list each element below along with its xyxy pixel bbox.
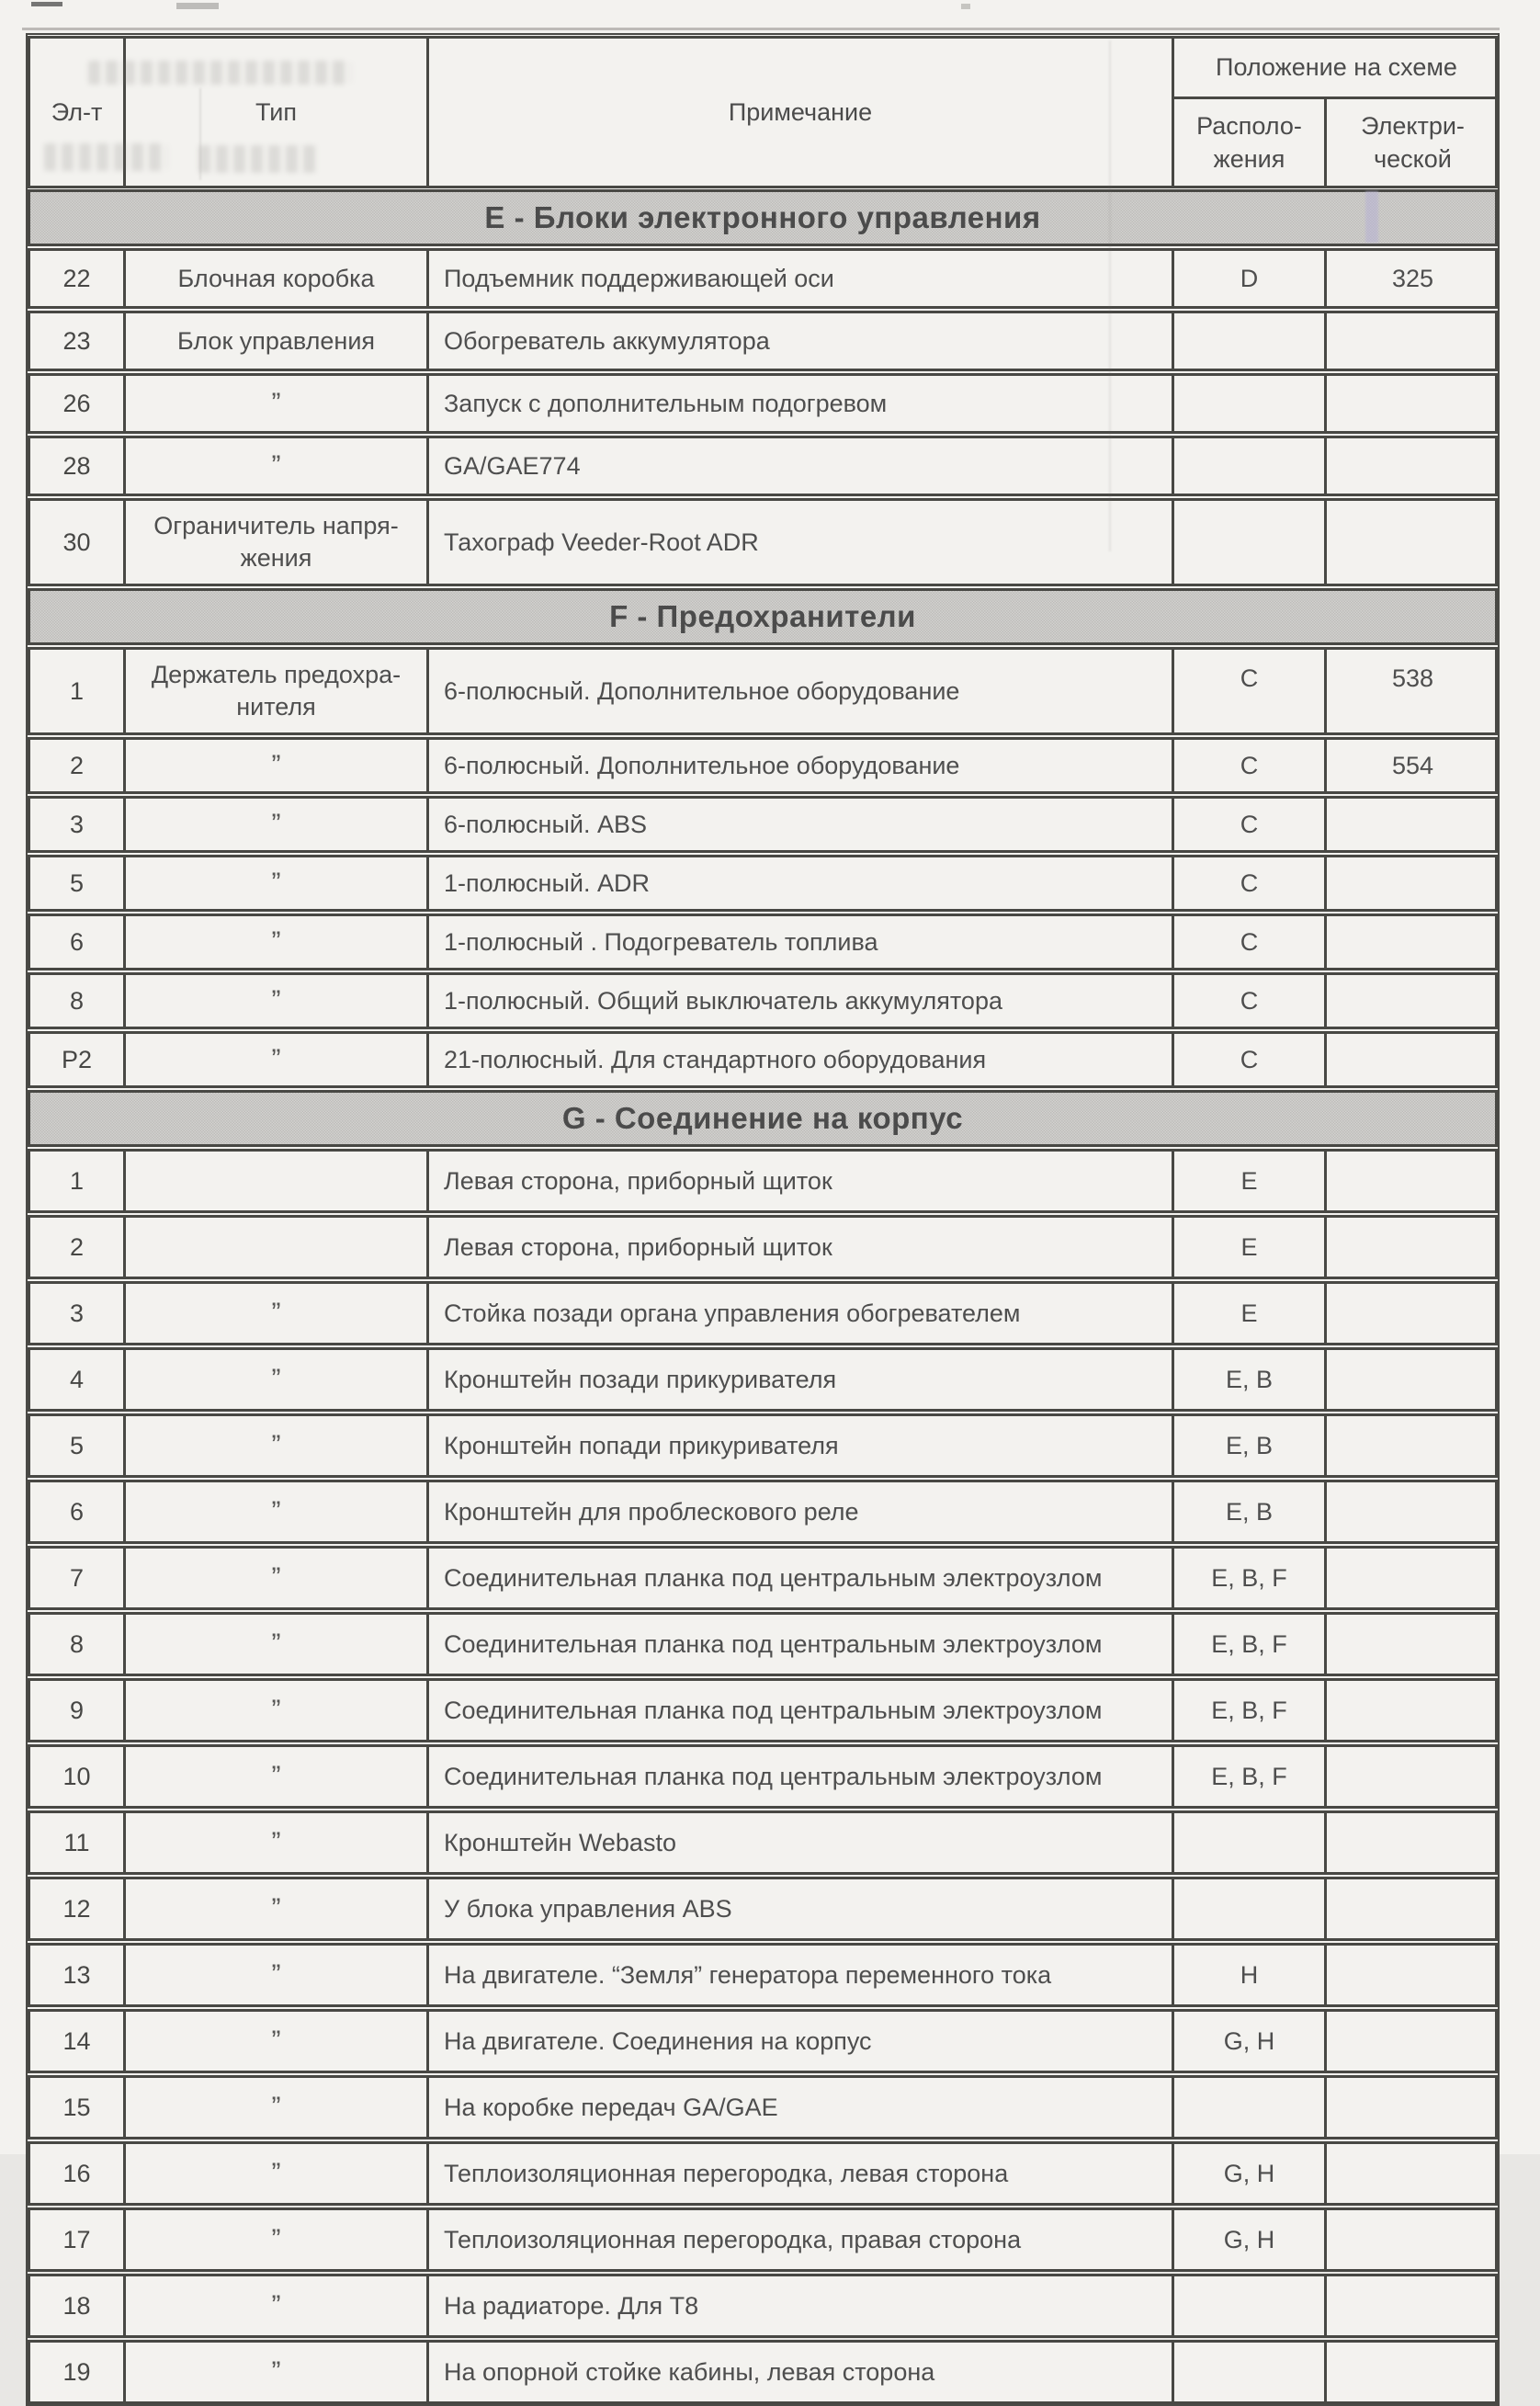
- cell-location-position: E: [1174, 1152, 1327, 1210]
- cell-location-position: C: [1174, 650, 1327, 732]
- cell-location-position: C: [1174, 857, 1327, 909]
- cell-electrical-position: [1327, 1152, 1499, 1210]
- cell-element-number: 12: [30, 1879, 126, 1938]
- cell-electrical-position: [1327, 1218, 1499, 1277]
- table-header: [28, 36, 1498, 188]
- cell-location-position: E, B, F: [1174, 1681, 1327, 1740]
- cell-type: ”: [126, 916, 429, 968]
- section-title: G - Соединение на корпус: [561, 1101, 964, 1135]
- cell-electrical-position: [1327, 2343, 1499, 2401]
- cell-element-number: 10: [30, 1747, 126, 1806]
- cell-location-position: C: [1174, 740, 1327, 791]
- cell-location-position: [1174, 2276, 1327, 2335]
- cell-location-position: [1174, 313, 1327, 369]
- cell-location-position: [1174, 2078, 1327, 2137]
- cell-element-number: 19: [30, 2343, 126, 2401]
- cell-element-number: 13: [30, 1946, 126, 2004]
- cell-element-number: 9: [30, 1681, 126, 1740]
- cell-electrical-position: [1327, 1813, 1499, 1872]
- cell-element-number: 6: [30, 1482, 126, 1541]
- table-row: [28, 796, 1498, 853]
- column-header-type: [126, 39, 429, 186]
- cell-note: Запуск с дополнительным подогревом: [429, 376, 1174, 431]
- cell-element-number: 3: [30, 1284, 126, 1343]
- cell-note: Левая сторона, приборный щиток: [429, 1152, 1174, 1210]
- cell-location-position: C: [1174, 975, 1327, 1027]
- cell-type: ”: [126, 2343, 429, 2401]
- cell-element-number: 5: [30, 857, 126, 909]
- cell-electrical-position: [1327, 1416, 1499, 1475]
- table-row: [28, 436, 1498, 496]
- cell-note: 6-полюсный. ABS: [429, 799, 1174, 850]
- table-row: [28, 1877, 1498, 1941]
- cell-location-position: C: [1174, 916, 1327, 968]
- cell-element-number: 4: [30, 1350, 126, 1409]
- cell-electrical-position: [1327, 1034, 1499, 1085]
- cell-type: ”: [126, 1034, 429, 1085]
- cell-element-number: 6: [30, 916, 126, 968]
- table-row: [28, 1281, 1498, 1345]
- cell-element-number: 5: [30, 1416, 126, 1475]
- cell-location-position: G, H: [1174, 2210, 1327, 2269]
- scan-speck: [176, 3, 219, 9]
- cell-type: ”: [126, 1747, 429, 1806]
- cell-electrical-position: [1327, 2210, 1499, 2269]
- cell-type: ”: [126, 2276, 429, 2335]
- cell-type: ”: [126, 1416, 429, 1475]
- cell-electrical-position: [1327, 1681, 1499, 1740]
- cell-element-number: 28: [30, 438, 126, 494]
- cell-electrical-position: 325: [1391, 264, 1434, 292]
- cell-electrical-position: [1327, 1482, 1499, 1541]
- cell-electrical-position: [1327, 501, 1499, 584]
- section-band-F: [28, 588, 1498, 645]
- column-header-note-label: Примечание: [728, 97, 873, 126]
- cell-type: ”: [126, 1946, 429, 2004]
- cell-electrical-position: 554: [1391, 751, 1434, 779]
- section-title: Е - Блоки электронного управления: [484, 200, 1041, 234]
- cell-electrical-position: [1327, 857, 1499, 909]
- column-header-location-label: Располо-жения: [1196, 111, 1302, 173]
- column-header-position-group-label: Положение на схеме: [1216, 53, 1457, 81]
- cell-type: ”: [126, 799, 429, 850]
- cell-note: На двигателе. Соединения на корпус: [429, 2012, 1174, 2071]
- cell-note: 1-полюсный . Подогреватель топлива: [429, 916, 1174, 968]
- cell-location-position: E, B: [1174, 1482, 1327, 1541]
- cell-element-number: 11: [30, 1813, 126, 1872]
- section-band-E: [28, 189, 1498, 246]
- column-header-type-label: Тип: [255, 97, 297, 126]
- table-row: [28, 737, 1498, 794]
- cell-note: Стойка позади органа управления обогревателем: [429, 1284, 1174, 1343]
- cell-location-position: E, B, F: [1174, 1615, 1327, 1674]
- cell-electrical-position: [1327, 2078, 1499, 2137]
- cell-location-position: E, B, F: [1174, 1549, 1327, 1607]
- cell-element-number: 14: [30, 2012, 126, 2071]
- cell-element-number: 17: [30, 2210, 126, 2269]
- cell-note: Кронштейн позади прикуривателя: [429, 1350, 1174, 1409]
- table-row: [28, 1215, 1498, 1279]
- table-row: [28, 1031, 1498, 1088]
- table-row: [28, 1347, 1498, 1412]
- scan-speck: [961, 4, 970, 9]
- cell-location-position: E: [1174, 1284, 1327, 1343]
- cell-location-position: E, B, F: [1174, 1747, 1327, 1806]
- table-row: [28, 1546, 1498, 1610]
- cell-electrical-position: [1327, 1946, 1499, 2004]
- cell-electrical-position: [1327, 2144, 1499, 2203]
- cell-electrical-position: [1327, 1549, 1499, 1607]
- cell-note: Тахограф Veeder-Root ADR: [429, 501, 1174, 584]
- cell-type: ”: [126, 2012, 429, 2071]
- table-row: [28, 2340, 1498, 2404]
- table-sections: [28, 189, 1498, 2404]
- cell-type: ”: [126, 1482, 429, 1541]
- table-row: [28, 1149, 1498, 1213]
- cell-location-position: D: [1174, 251, 1327, 306]
- cell-electrical-position: [1327, 313, 1499, 369]
- column-header-electrical: [1327, 99, 1499, 186]
- cell-type: ”: [126, 740, 429, 791]
- cell-type: ”: [126, 1284, 429, 1343]
- cell-location-position: C: [1174, 1034, 1327, 1085]
- scan-edge-line: [22, 28, 1500, 30]
- cell-type: ”: [126, 1681, 429, 1740]
- cell-location-position: [1174, 2343, 1327, 2401]
- cell-electrical-position: [1327, 916, 1499, 968]
- cell-note: 21-полюсный. Для стандартного оборудования: [429, 1034, 1174, 1085]
- cell-electrical-position: [1327, 975, 1499, 1027]
- cell-type: ”: [126, 2078, 429, 2137]
- cell-electrical-position: [1327, 1615, 1499, 1674]
- cell-note: 1-полюсный. Общий выключатель аккумулятора: [429, 975, 1174, 1027]
- cell-note: 6-полюсный. Дополнительное оборудование: [429, 740, 1174, 791]
- table-row: [28, 2141, 1498, 2206]
- column-header-note: [429, 39, 1174, 186]
- cell-element-number: 1: [30, 650, 126, 732]
- cell-location-position: [1174, 1813, 1327, 1872]
- cell-type: Блок управления: [126, 313, 429, 369]
- cell-note: У блока управления ABS: [429, 1879, 1174, 1938]
- cell-note: Соединительная планка под центральным электроузлом: [429, 1615, 1174, 1674]
- cell-type: [126, 1218, 429, 1277]
- cell-location-position: H: [1174, 1946, 1327, 2004]
- cell-type: ”: [126, 2144, 429, 2203]
- cell-type: ”: [126, 1350, 429, 1409]
- cell-location-position: [1174, 438, 1327, 494]
- table-row: [28, 1612, 1498, 1676]
- table-row: [28, 2274, 1498, 2338]
- cell-note: Соединительная планка под центральным электроузлом: [429, 1549, 1174, 1607]
- cell-note: Кронштейн попади прикуривателя: [429, 1416, 1174, 1475]
- cell-type: ”: [126, 857, 429, 909]
- column-header-location: [1174, 99, 1327, 186]
- table-row: [28, 1678, 1498, 1742]
- cell-note: 1-полюсный. ADR: [429, 857, 1174, 909]
- table-row: [28, 1413, 1498, 1478]
- cell-type: ”: [126, 438, 429, 494]
- table-row: [28, 855, 1498, 912]
- cell-electrical-position: [1327, 376, 1499, 431]
- cell-element-number: 2: [30, 1218, 126, 1277]
- table-row: [28, 373, 1498, 434]
- cell-note: Кронштейн Webasto: [429, 1813, 1174, 1872]
- table-row: [28, 248, 1498, 309]
- cell-type: ”: [126, 1549, 429, 1607]
- cell-note: Подъемник поддерживающей оси: [429, 251, 1174, 306]
- cell-note: Кронштейн для проблескового реле: [429, 1482, 1174, 1541]
- cell-element-number: 26: [30, 376, 126, 431]
- cell-note: Обогреватель аккумулятора: [429, 313, 1174, 369]
- cell-element-number: 1: [30, 1152, 126, 1210]
- cell-element-number: 30: [30, 501, 126, 584]
- table-row: [28, 2207, 1498, 2272]
- cell-type: Держатель предохра-нителя: [126, 650, 429, 732]
- column-header-element: [30, 39, 126, 186]
- cell-note: На коробке передач GA/GAE: [429, 2078, 1174, 2137]
- cell-note: Теплоизоляционная перегородка, левая сторона: [429, 2144, 1174, 2203]
- cell-element-number: 7: [30, 1549, 126, 1607]
- cell-electrical-position: [1327, 438, 1499, 494]
- section-band-G: [28, 1090, 1498, 1147]
- cell-element-number: 8: [30, 1615, 126, 1674]
- cell-electrical-position: [1327, 2012, 1499, 2071]
- cell-location-position: [1174, 376, 1327, 431]
- table-row: [28, 311, 1498, 371]
- cell-type: Блочная коробка: [126, 251, 429, 306]
- cell-element-number: 8: [30, 975, 126, 1027]
- column-header-position-group: [1174, 39, 1499, 99]
- cell-electrical-position: [1327, 1284, 1499, 1343]
- cell-location-position: [1174, 1879, 1327, 1938]
- cell-note: GA/GAE774: [429, 438, 1174, 494]
- cell-type: ”: [126, 376, 429, 431]
- cell-type: ”: [126, 1879, 429, 1938]
- scan-speck: [31, 2, 62, 6]
- table-row: [28, 1480, 1498, 1544]
- cell-type: ”: [126, 975, 429, 1027]
- cell-location-position: [1174, 501, 1327, 584]
- cell-type: [126, 1152, 429, 1210]
- table-row: [28, 1744, 1498, 1809]
- cell-note: Теплоизоляционная перегородка, правая сторона: [429, 2210, 1174, 2269]
- cell-electrical-position: [1327, 1747, 1499, 1806]
- table-row: [28, 2075, 1498, 2139]
- cell-electrical-position: [1327, 799, 1499, 850]
- cell-type: ”: [126, 2210, 429, 2269]
- cell-element-number: 2: [30, 740, 126, 791]
- table-row: [28, 914, 1498, 970]
- cell-electrical-position: [1327, 1879, 1499, 1938]
- cell-element-number: P2: [30, 1034, 126, 1085]
- cell-note: Соединительная планка под центральным электроузлом: [429, 1747, 1174, 1806]
- cell-electrical-position: 538: [1391, 664, 1434, 692]
- table-row: [28, 1810, 1498, 1875]
- components-table: [26, 33, 1500, 2406]
- cell-location-position: E, B: [1174, 1416, 1327, 1475]
- cell-note: На двигателе. “Земля” генератора переменного тока: [429, 1946, 1174, 2004]
- cell-type: ”: [126, 1615, 429, 1674]
- cell-note: Соединительная планка под центральным электроузлом: [429, 1681, 1174, 1740]
- cell-note: На опорной стойке кабины, левая сторона: [429, 2343, 1174, 2401]
- cell-element-number: 15: [30, 2078, 126, 2137]
- cell-element-number: 22: [30, 251, 126, 306]
- cell-type: Ограничитель напря-жения: [126, 501, 429, 584]
- cell-note: Левая сторона, приборный щиток: [429, 1218, 1174, 1277]
- column-header-element-label: Эл-т: [51, 97, 103, 126]
- cell-location-position: C: [1174, 799, 1327, 850]
- table-row: [28, 647, 1498, 735]
- table-row: [28, 972, 1498, 1029]
- cell-electrical-position: [1327, 2276, 1499, 2335]
- cell-location-position: G, H: [1174, 2012, 1327, 2071]
- cell-note: 6-полюсный. Дополнительное оборудование: [429, 650, 1174, 732]
- cell-location-position: E, B: [1174, 1350, 1327, 1409]
- cell-location-position: G, H: [1174, 2144, 1327, 2203]
- cell-element-number: 23: [30, 313, 126, 369]
- table-row: [28, 498, 1498, 586]
- cell-element-number: 3: [30, 799, 126, 850]
- cell-note: На радиаторе. Для Т8: [429, 2276, 1174, 2335]
- cell-element-number: 16: [30, 2144, 126, 2203]
- cell-electrical-position: [1327, 1350, 1499, 1409]
- cell-location-position: E: [1174, 1218, 1327, 1277]
- cell-element-number: 18: [30, 2276, 126, 2335]
- cell-type: ”: [126, 1813, 429, 1872]
- section-title: F - Предохранители: [609, 599, 916, 633]
- column-header-electrical-label: Электри-ческой: [1361, 111, 1465, 173]
- table-row: [28, 1943, 1498, 2007]
- table-row: [28, 2009, 1498, 2073]
